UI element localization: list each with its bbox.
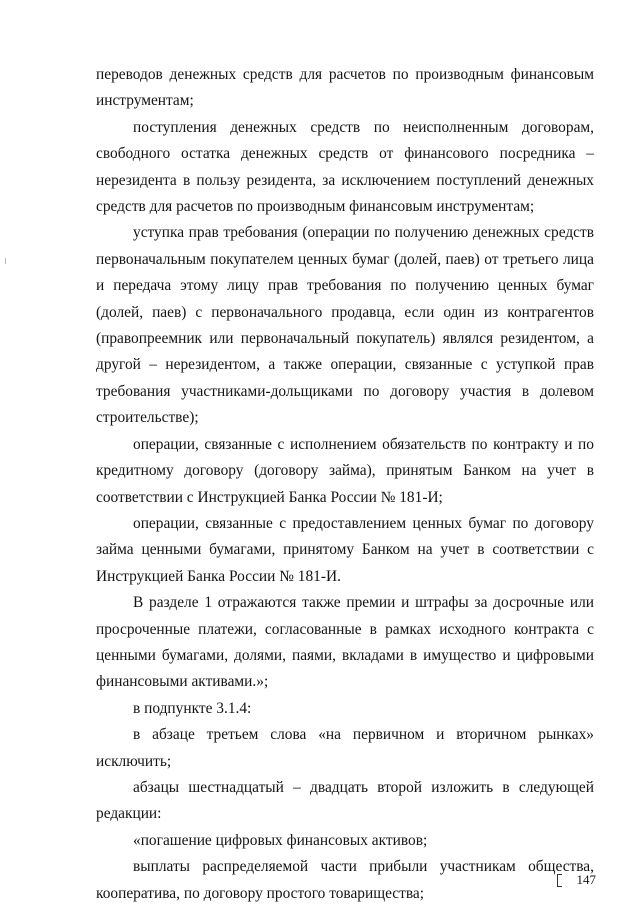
margin-mark: [5, 258, 6, 264]
paragraph-6: В разделе 1 отражаются также премии и штрафы за досрочные или просроченные платежи, согласованные в рамках исходного контракта с ценными бумагами, долями, паями, вкладами в имущество и цифровыми финансовыми активами.»;: [96, 594, 594, 691]
paragraph-5: операции, связанные с предоставлением ценных бумаг по договору займа ценными бумагами, принятому Банком на учет в соответствии с Инструкцией Банка России № 181-И.: [96, 514, 594, 585]
paragraph-8: в абзаце третьем слова «на первичном и вторичном рынках» исключить;: [96, 726, 594, 770]
document-body: [96, 62, 594, 907]
paragraph-4: операции, связанные с исполнением обязательств по контракту и по кредитному договору (договору займа), принятым Банком на учет в соответствии с Инструкцией Банка России № 181-И;: [96, 435, 594, 506]
paragraph-10: «погашение цифровых финансовых активов;: [133, 831, 428, 849]
page-corner-mark: [557, 874, 562, 887]
paragraph-7: в подпункте 3.1.4:: [133, 699, 252, 717]
paragraph-2: поступления денежных средств по неисполненным договорам, свободного остатка денежных средств от финансового посредника – нерезидента в пользу резидента, за исключением поступлений денежных средств для расчетов по производным финансовым инструментам;: [96, 118, 594, 216]
paragraph-1: переводов денежных средств для расчетов по производным финансовым инструментам;: [96, 66, 594, 110]
paragraph-9: абзацы шестнадцатый – двадцать второй изложить в следующей редакции:: [96, 778, 594, 823]
page-number: 147: [576, 872, 596, 887]
paragraph-11: выплаты распределяемой части прибыли участникам общества, кооператива, по договору простого товарищества;: [96, 858, 594, 902]
paragraph-3: уступка прав требования (операции по получению денежных средств первоначальным покупателем ценных бумаг (долей, паев) от третьего лица и передача этому лицу прав требования по получению ценных бумаг (долей, паев) с первоначального продавца, если один из контрагентов (правопреемник или первоначальный покупатель) являлся резидентом, а другой – нерезидентом, а также операции, связанные с уступкой прав требования участниками-дольщиками по договору участия в долевом строительстве);: [96, 224, 594, 427]
